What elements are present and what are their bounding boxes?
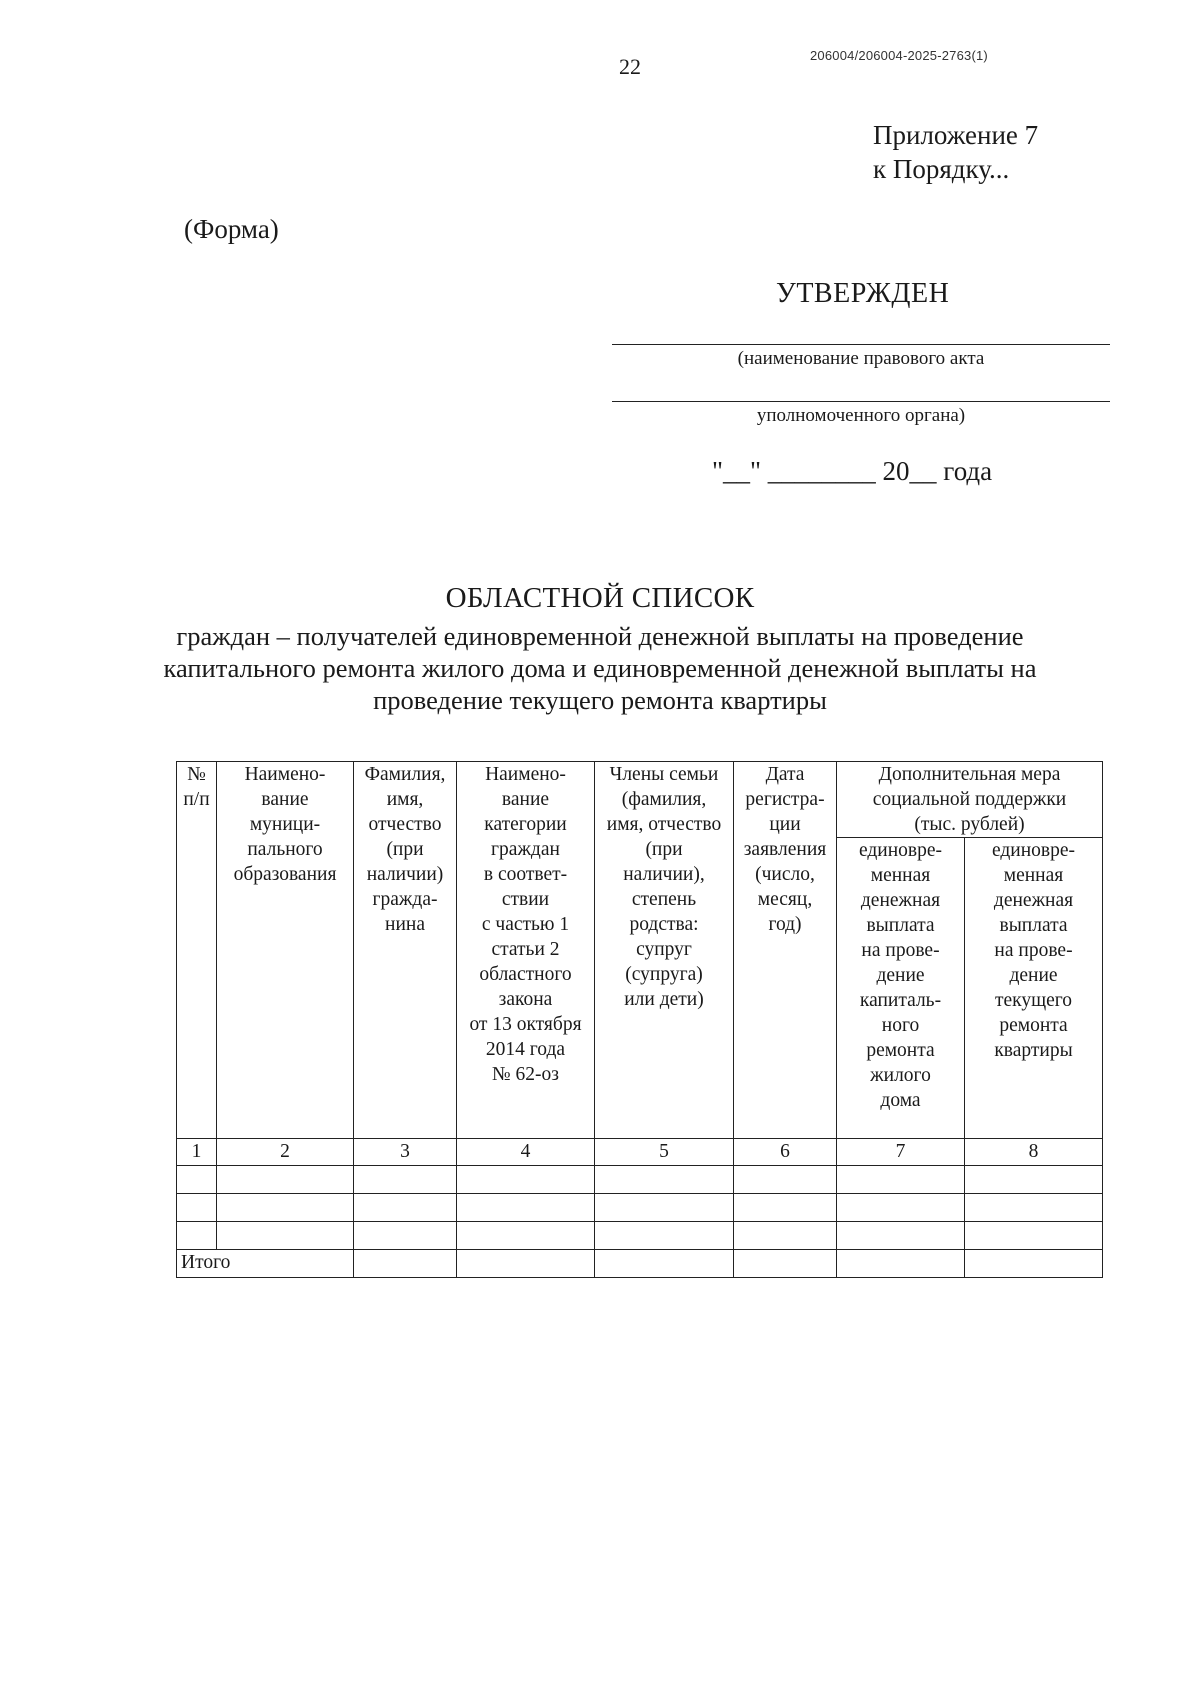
header-capital-repair: единовре- менная денежная выплата на прове- дение капиталь- ного ремонта жилого дома [837, 838, 965, 1139]
header-family-members: Члены семьи (фамилия, имя, отчество (при наличии), степень родства: супруг (супруга) или дети) [595, 762, 734, 1139]
header-municipality: Наимено- вание муници- пального образования [217, 762, 354, 1139]
empty-cell [734, 1166, 837, 1194]
appendix-reference [873, 118, 1038, 186]
column-number: 7 [837, 1139, 965, 1166]
empty-cell [217, 1222, 354, 1250]
column-number: 4 [457, 1139, 595, 1166]
column-numbers-row [177, 1139, 1103, 1166]
empty-cell [965, 1250, 1103, 1278]
form-label: (Форма) [184, 214, 279, 244]
empty-cell [177, 1194, 217, 1222]
empty-cell [177, 1166, 217, 1194]
recipients-table [176, 761, 1103, 1278]
empty-cell [457, 1194, 595, 1222]
table-header-row [177, 762, 1103, 838]
empty-cell [595, 1222, 734, 1250]
empty-cell [837, 1194, 965, 1222]
authority-line [612, 401, 1110, 402]
empty-cell [965, 1166, 1103, 1194]
column-number: 3 [354, 1139, 457, 1166]
empty-cell [457, 1166, 595, 1194]
header-registration-date: Дата регистра- ции заявления (число, месяц, год) [734, 762, 837, 1139]
empty-cell [965, 1194, 1103, 1222]
header-support-measure: Дополнительная мера социальной поддержки (тыс. рублей) [837, 762, 1103, 838]
total-row [177, 1250, 1103, 1278]
empty-cell [457, 1222, 595, 1250]
column-number: 2 [217, 1139, 354, 1166]
empty-cell [837, 1166, 965, 1194]
empty-cell [837, 1222, 965, 1250]
empty-cell [595, 1250, 734, 1278]
empty-cell [354, 1166, 457, 1194]
table-row [177, 1194, 1103, 1222]
column-number: 1 [177, 1139, 217, 1166]
empty-cell [837, 1250, 965, 1278]
document-code: 206004/206004-2025-2763(1) [810, 48, 988, 63]
document-title: ОБЛАСТНОЙ СПИСОК [445, 582, 755, 614]
empty-cell [177, 1222, 217, 1250]
appendix-line-2: к Порядку... [873, 154, 1010, 184]
document-subtitle: граждан – получателей единовременной денежной выплаты на проведение капитального ремонта жилого дома и единовременной денежной выплаты на проведение текущего ремонта квартиры [163, 621, 1037, 715]
empty-cell [354, 1250, 457, 1278]
column-number: 8 [965, 1139, 1103, 1166]
legal-act-hint: (наименование правового акта [737, 348, 985, 369]
empty-cell [217, 1194, 354, 1222]
column-number: 5 [595, 1139, 734, 1166]
table-row [177, 1222, 1103, 1250]
column-number: 6 [734, 1139, 837, 1166]
header-current-repair: единовре- менная денежная выплата на прове- дение текущего ремонта квартиры [965, 838, 1103, 1139]
empty-cell [457, 1250, 595, 1278]
total-label: Итого [177, 1250, 354, 1278]
approval-title: УТВЕРЖДЕН [776, 278, 950, 309]
empty-cell [965, 1222, 1103, 1250]
authority-hint: уполномоченного органа) [756, 405, 966, 426]
empty-cell [734, 1222, 837, 1250]
header-category: Наимено- вание категории граждан в соответ- ствии с частью 1 статьи 2 областного закона от 13 октября 2014 года № 62-оз [457, 762, 595, 1139]
approval-date-line: "__" ________ 20__ года [712, 456, 993, 486]
table-row [177, 1166, 1103, 1194]
empty-cell [354, 1194, 457, 1222]
header-row-number: № п/п [177, 762, 217, 1139]
empty-cell [595, 1166, 734, 1194]
appendix-line-1: Приложение 7 [873, 120, 1039, 150]
empty-cell [734, 1250, 837, 1278]
header-full-name: Фамилия, имя, отчество (при наличии) гражда- нина [354, 762, 457, 1139]
legal-act-line [612, 344, 1110, 345]
empty-cell [595, 1194, 734, 1222]
empty-cell [354, 1222, 457, 1250]
empty-cell [217, 1166, 354, 1194]
empty-cell [734, 1194, 837, 1222]
page-number: 22 [619, 54, 641, 79]
